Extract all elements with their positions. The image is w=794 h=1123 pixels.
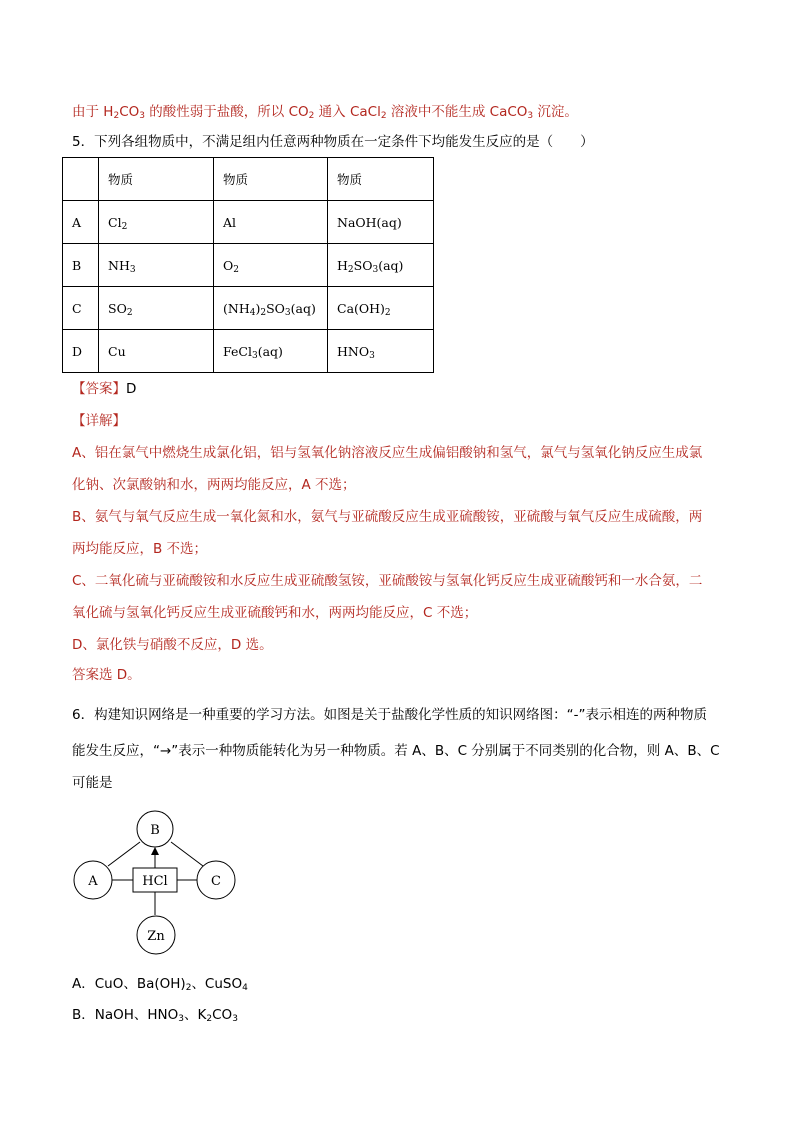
detail-a-line-1: A、铝在氯气中燃烧生成氯化铝，铝与氢氧化钠溶液反应生成偏铝酸钠和氢气，氯气与氢氧化钠反应生成氯 [72,445,703,461]
table-row [63,330,434,373]
row-label: C [63,287,99,330]
row-label: D [63,330,99,373]
table-cell: NaOH(aq) [328,201,434,244]
header-cell [63,158,99,201]
detail-a-line-2: 化钠、次氯酸钠和水，两两均能反应，A 不选； [72,477,356,493]
table-cell: $H_2SO_3(aq)$ [328,244,434,287]
header-cell: 物质 [99,158,214,201]
link-a-b [108,842,140,866]
header-cell: 物质 [328,158,434,201]
detail-b-line-2: 两均能反应，B 不选； [72,541,208,557]
table-cell: $(NH_4)_2SO_3(aq)$ [214,287,328,330]
question-5-stem: 5．下列各组物质中，不满足组内任意两种物质在一定条件下均能发生反应的是（ ） [72,134,594,150]
conclusion-line: 答案选 D。 [72,667,141,683]
table-cell: FeCl$_3$(aq) [214,330,328,373]
answer-value: D [126,381,137,397]
detail-c-line-1: C、二氧化硫与亚硫酸铵和水反应生成亚硫酸氢铵，亚硫酸铵与氢氧化钙反应生成亚硫酸钙和一水合氨，二 [72,573,703,589]
table-cell: $SO_2$ [99,287,214,330]
header-cell: 物质 [214,158,328,201]
option-a: A．CuO、$Ba(OH)_2$、CuSO$_4$ [72,976,248,993]
table-cell: $NH_3$ [99,244,214,287]
row-label: B [63,244,99,287]
link-b-c [171,842,203,866]
table-cell: $O_2$ [214,244,328,287]
intro-line: 由于 $H_2CO_3$ 的酸性弱于盐酸，所以 $CO_2$ 通入 CaCl$_2$ 溶液中不能生成 CaCO$_3$ 沉淀。 [72,104,578,121]
table-cell: $Cl_2$ [99,201,214,244]
question-6-stem-line-3: 可能是 [72,775,113,791]
question-6-stem-line-1: 6．构建知识网络是一种重要的学习方法。如图是关于盐酸化学性质的知识网络图：“-”表示相连的两种物质 [72,707,707,723]
answer-label: 【答案】 [72,381,126,397]
answer-line [72,379,136,399]
node-b-label: B [150,823,160,838]
detail-c-line-2: 氧化硫与氢氧化钙反应生成亚硫酸钙和水，两两均能反应，C 不选； [72,605,478,621]
table-header-row [63,158,434,201]
knowledge-network-diagram [70,806,250,970]
table-row [63,287,434,330]
detail-label: 【详解】 [72,413,126,429]
substance-table [62,157,434,373]
node-c-label: C [211,874,221,889]
node-a-label: A [88,874,98,889]
option-b: B．NaOH、$HNO_3$、$K_2CO_3$ [72,1007,238,1024]
question-6-stem-line-2: 能发生反应，“→”表示一种物质能转化为另一种物质。若 A、B、C 分别属于不同类别的化合物，则 A、B、C [72,743,720,759]
arrow-head [151,847,159,855]
table-cell: $HNO_3$ [328,330,434,373]
table-row [63,244,434,287]
node-zn-label: Zn [147,929,165,944]
table-cell: $Ca(OH)_2$ [328,287,434,330]
detail-b-line-1: B、氨气与氧气反应生成一氧化氮和水，氨气与亚硫酸反应生成亚硫酸铵，亚硫酸与氧气反应生成硫酸，两 [72,509,703,525]
detail-d-line: D、氯化铁与硝酸不反应，D 选。 [72,637,273,653]
node-hcl-label: HCl [142,874,168,889]
table-cell: Cu [99,330,214,373]
table-row [63,201,434,244]
table-cell: Al [214,201,328,244]
row-label: A [63,201,99,244]
